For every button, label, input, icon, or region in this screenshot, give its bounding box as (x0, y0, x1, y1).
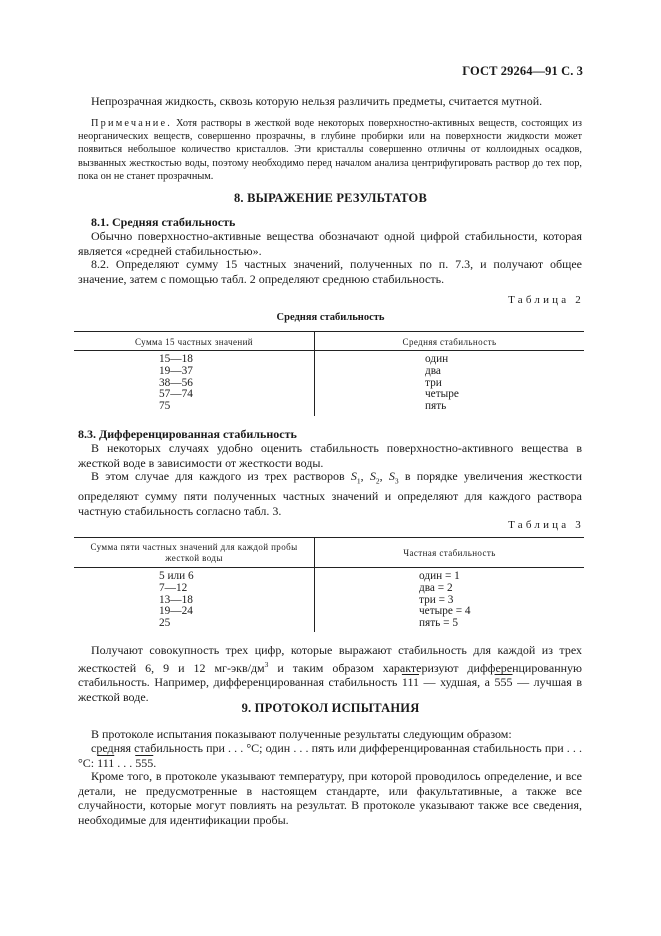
table-2-cell: пять (425, 400, 447, 413)
table-2-cell: 15—18 (159, 353, 193, 365)
symbol-s: S (388, 469, 395, 483)
subscript: 2 (375, 476, 380, 486)
subscript: 1 (356, 476, 361, 486)
section-9-title: 9. ПРОТОКОЛ ИСПЫТАНИЯ (241, 701, 420, 715)
table-2-cell: четыре (425, 388, 459, 401)
table-3-cell: пять = 5 (419, 617, 458, 630)
text-fragment: Получают совокупность трех цифр, которые выражают стабильность для каждой из трех жесткостей 6, 9 и 12 мг-экв/дм (78, 643, 582, 675)
subsection-8-3-text-2: В этом случае для каждого из трех растворов $S_1$, $S_2$, $S_3$ в порядке увеличения жесткости определяют сумму пяти полученных частных значений и определяют для каждого раствора частную стабильность согласно табл. 3. (78, 469, 583, 518)
subsection-8-1-title: 8.1. Средняя стабильность (91, 215, 236, 229)
table-2-col1-values (159, 354, 193, 413)
stability-value: 111 (97, 755, 115, 770)
table-2-cell: два (425, 364, 441, 377)
best-stability-value: 555 (494, 675, 513, 690)
symbol-s: S (369, 469, 376, 483)
table-2-cell: 75 (159, 400, 171, 413)
stability-value: 555 (135, 755, 154, 770)
table-3-label: Таблица 3 (508, 519, 584, 531)
section-9-paragraph-3: Кроме того, в протоколе указывают температуру, при которой проводилось определение, и все детали, не предусмотренные в настоящем стандарте, или факультативные, а также все случайности, которые могут повлиять на результат. В протоколе указывают также все сведения, необходимые для идентификации пробы. (78, 769, 582, 827)
table-2-cell: один (425, 353, 449, 365)
text-fragment: средняя стабильность при . . . °С; один . . . пять или дифференцированная стабильность при . . . °С: (78, 741, 582, 770)
text-fragment: — лучшая в жесткой воде. (78, 675, 583, 704)
table-3-header-rule (74, 567, 584, 568)
subsection-8-1-text: Обычно поверхностно-активные вещества обозначают одной цифрой стабильности, которая является «средней стабильностью». (78, 229, 582, 258)
differentiated-stability-paragraph (78, 643, 582, 704)
text-fragment: . (153, 755, 157, 770)
table-2-label: Таблица 2 (508, 294, 584, 306)
worst-stability-value: 111 (401, 675, 419, 690)
text-fragment: — худшая, а (419, 675, 495, 690)
turbid-definition: Непрозрачная жидкость, сквозь которую нельзя различить предметы, считается мутной. (91, 94, 543, 108)
table-2-header-col1: Сумма 15 частных значений (134, 337, 254, 347)
note-paragraph (78, 117, 582, 183)
text-fragment: в порядке увеличения жесткости определяют сумму пяти полученных частных значений и определяют для каждого раствора частную стабильность согласно табл. 3. (78, 469, 583, 518)
table-3-cell: 5 или 6 (159, 570, 194, 582)
section-9-paragraph-2 (78, 741, 582, 770)
table-3-cell: 19—24 (159, 605, 193, 618)
table-2-title: Средняя стабильность (276, 312, 385, 323)
section-8-title: 8. ВЫРАЖЕНИЕ РЕЗУЛЬТАТОВ (233, 191, 428, 205)
table-3-header-col1: Сумма пяти частных значений для каждой пробы жесткой воды (90, 542, 298, 563)
table-2-cell: 57—74 (159, 388, 193, 401)
table-2-header-rule (74, 350, 584, 351)
table-2-top-rule (74, 331, 584, 332)
table-3-cell: один = 1 (419, 570, 460, 582)
subsection-8-2-text: 8.2. Определяют сумму 15 частных значений, полученных по п. 7.3, и получают общее значение, затем с помощью табл. 2 определяют среднюю стабильность. (78, 257, 582, 286)
note-label: Примечание. (91, 118, 173, 129)
table-3-col1-values (159, 571, 194, 630)
text-fragment: и таким образом характеризуют дифференцированную стабильность. Например, дифференцированная стабильность (78, 660, 582, 690)
table-2-header-col2: Средняя стабильность (402, 337, 497, 347)
superscript: 3 (264, 659, 269, 669)
table-2-cell: 38—56 (159, 376, 193, 389)
table-3-cell: три = 3 (419, 593, 454, 606)
table-3-cell: четыре = 4 (419, 605, 471, 618)
text-fragment: В этом случае для каждого из трех растворов (91, 469, 351, 483)
table-3-col2-values (419, 571, 471, 630)
table-3-cell: 25 (159, 617, 171, 630)
table-2-cell: 19—37 (159, 364, 193, 377)
table-3-top-rule (74, 537, 584, 538)
section-9-paragraph-1: В протоколе испытания показывают полученные результаты следующим образом: (91, 727, 512, 741)
page-header: ГОСТ 29264—91 С. 3 (462, 64, 583, 78)
symbol-s: S (350, 469, 357, 483)
table-3-cell: два = 2 (419, 581, 453, 594)
subscript: 3 (394, 476, 399, 486)
table-3-cell: 7—12 (159, 581, 188, 594)
subsection-8-3-text-1: В некоторых случаях удобно оценить стабильность поверхностно-активного вещества в жесткой воде в зависимости от жесткости воды. (78, 441, 582, 470)
table-3-header-col2: Частная стабильность (403, 548, 496, 558)
table-3-cell: 13—18 (159, 593, 193, 606)
subsection-8-3-title: 8.3. Дифференцированная стабильность (78, 427, 297, 441)
note-text: Хотя растворы в жесткой воде некоторых поверхностно-активных веществ, состоящих из неорганических веществ, совершенно прозрачны, в глубине пробирки или на поверхности жидкости может появиться небольшое количество кристаллов. Эти кристаллы совершенно отличны от коллоидных осадков, вызванных жесткостью воды, поэтому необходимо перед началом анализа центрифугировать раствор до тех пор, пока он не станет прозрачным. (78, 118, 582, 182)
text-fragment: . . . (114, 755, 136, 770)
table-2-cell: три (425, 376, 442, 389)
table-2-col2-values (425, 354, 459, 413)
